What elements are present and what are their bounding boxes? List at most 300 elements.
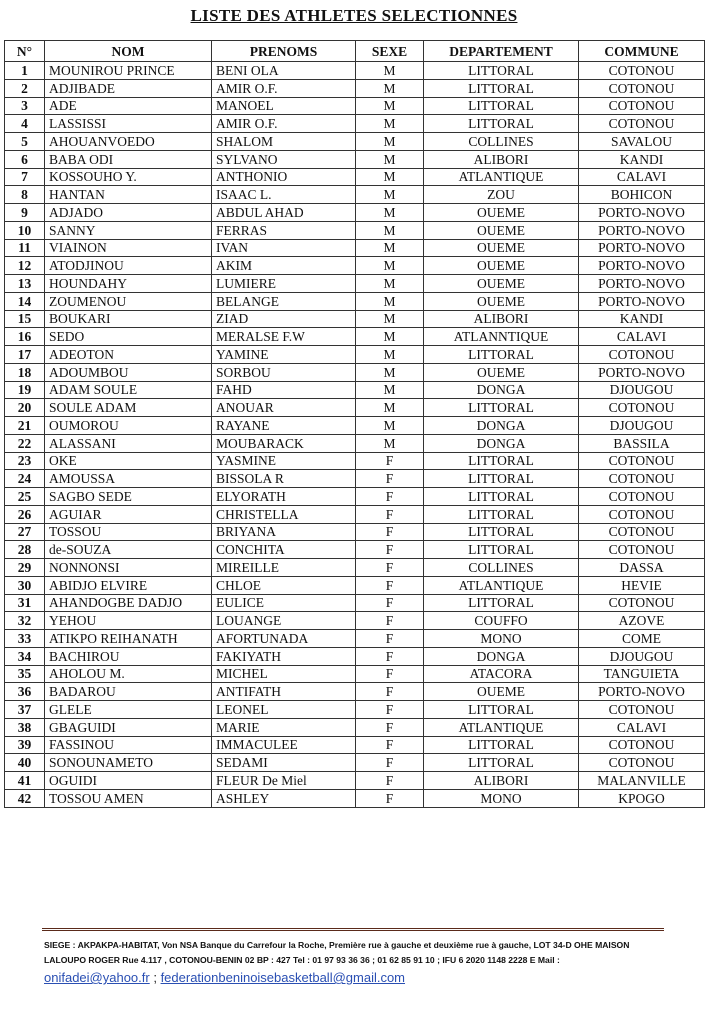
- cell-departement: LITTORAL: [424, 115, 579, 133]
- table-row: [5, 399, 705, 417]
- cell-nom: SANNY: [45, 221, 212, 239]
- cell-commune: COTONOU: [579, 97, 705, 115]
- cell-prenoms: MOUBARACK: [212, 434, 356, 452]
- cell-departement: DONGA: [424, 647, 579, 665]
- cell-commune: COTONOU: [579, 346, 705, 364]
- cell-number: 37: [5, 701, 45, 719]
- cell-number: 34: [5, 647, 45, 665]
- header-nom: NOM: [45, 41, 212, 62]
- cell-nom: ADAM SOULE: [45, 381, 212, 399]
- cell-nom: TOSSOU AMEN: [45, 789, 212, 807]
- cell-nom: OGUIDI: [45, 772, 212, 790]
- cell-prenoms: YAMINE: [212, 346, 356, 364]
- cell-sexe: F: [356, 630, 424, 648]
- cell-commune: COTONOU: [579, 701, 705, 719]
- cell-commune: AZOVE: [579, 612, 705, 630]
- cell-nom: BADAROU: [45, 683, 212, 701]
- cell-nom: ATODJINOU: [45, 257, 212, 275]
- cell-commune: TANGUIETA: [579, 665, 705, 683]
- cell-number: 16: [5, 328, 45, 346]
- cell-prenoms: SYLVANO: [212, 150, 356, 168]
- cell-number: 38: [5, 718, 45, 736]
- cell-number: 19: [5, 381, 45, 399]
- cell-nom: ALASSANI: [45, 434, 212, 452]
- cell-prenoms: CHRISTELLA: [212, 505, 356, 523]
- cell-prenoms: YASMINE: [212, 452, 356, 470]
- cell-number: 36: [5, 683, 45, 701]
- table-row: [5, 363, 705, 381]
- cell-prenoms: ABDUL AHAD: [212, 204, 356, 222]
- cell-departement: ATACORA: [424, 665, 579, 683]
- cell-sexe: M: [356, 275, 424, 293]
- cell-nom: AMOUSSA: [45, 470, 212, 488]
- cell-commune: COTONOU: [579, 505, 705, 523]
- cell-departement: LITTORAL: [424, 505, 579, 523]
- cell-number: 13: [5, 275, 45, 293]
- cell-sexe: F: [356, 559, 424, 577]
- table-row: [5, 97, 705, 115]
- cell-sexe: M: [356, 292, 424, 310]
- cell-departement: LITTORAL: [424, 452, 579, 470]
- cell-departement: LITTORAL: [424, 399, 579, 417]
- cell-commune: PORTO-NOVO: [579, 257, 705, 275]
- cell-sexe: F: [356, 647, 424, 665]
- cell-sexe: F: [356, 505, 424, 523]
- cell-departement: LITTORAL: [424, 523, 579, 541]
- cell-departement: DONGA: [424, 417, 579, 435]
- cell-prenoms: MARIE: [212, 718, 356, 736]
- cell-nom: ABIDJO ELVIRE: [45, 576, 212, 594]
- cell-number: 22: [5, 434, 45, 452]
- cell-nom: KOSSOUHO Y.: [45, 168, 212, 186]
- cell-sexe: M: [356, 239, 424, 257]
- table-row: [5, 346, 705, 364]
- cell-sexe: F: [356, 523, 424, 541]
- cell-nom: YEHOU: [45, 612, 212, 630]
- table-row: [5, 328, 705, 346]
- cell-commune: PORTO-NOVO: [579, 204, 705, 222]
- cell-departement: LITTORAL: [424, 754, 579, 772]
- cell-nom: BACHIROU: [45, 647, 212, 665]
- cell-prenoms: ZIAD: [212, 310, 356, 328]
- cell-sexe: F: [356, 718, 424, 736]
- cell-commune: DJOUGOU: [579, 381, 705, 399]
- cell-number: 39: [5, 736, 45, 754]
- cell-commune: COME: [579, 630, 705, 648]
- table-row: [5, 275, 705, 293]
- cell-sexe: F: [356, 470, 424, 488]
- cell-prenoms: SORBOU: [212, 363, 356, 381]
- table-row: [5, 505, 705, 523]
- table-row: [5, 186, 705, 204]
- cell-sexe: M: [356, 115, 424, 133]
- cell-commune: KPOGO: [579, 789, 705, 807]
- cell-commune: KANDI: [579, 150, 705, 168]
- cell-nom: OUMOROU: [45, 417, 212, 435]
- cell-sexe: F: [356, 701, 424, 719]
- table-row: [5, 204, 705, 222]
- cell-number: 3: [5, 97, 45, 115]
- cell-departement: LITTORAL: [424, 488, 579, 506]
- table-row: [5, 381, 705, 399]
- table-row: [5, 718, 705, 736]
- cell-departement: LITTORAL: [424, 79, 579, 97]
- cell-sexe: F: [356, 594, 424, 612]
- cell-sexe: F: [356, 736, 424, 754]
- table-row: [5, 736, 705, 754]
- cell-prenoms: MANOEL: [212, 97, 356, 115]
- cell-number: 10: [5, 221, 45, 239]
- cell-commune: COTONOU: [579, 754, 705, 772]
- cell-nom: ADOUMBOU: [45, 363, 212, 381]
- email-separator: ;: [149, 970, 161, 985]
- table-row: [5, 541, 705, 559]
- table-row: [5, 62, 705, 80]
- cell-nom: SAGBO SEDE: [45, 488, 212, 506]
- cell-departement: ALIBORI: [424, 772, 579, 790]
- cell-departement: OUEME: [424, 239, 579, 257]
- cell-departement: MONO: [424, 789, 579, 807]
- cell-commune: COTONOU: [579, 399, 705, 417]
- table-body: [5, 62, 705, 808]
- cell-number: 14: [5, 292, 45, 310]
- cell-commune: PORTO-NOVO: [579, 239, 705, 257]
- cell-sexe: M: [356, 363, 424, 381]
- cell-prenoms: FAKIYATH: [212, 647, 356, 665]
- cell-prenoms: ELYORATH: [212, 488, 356, 506]
- cell-number: 5: [5, 133, 45, 151]
- cell-departement: ALIBORI: [424, 150, 579, 168]
- cell-departement: OUEME: [424, 292, 579, 310]
- cell-commune: BASSILA: [579, 434, 705, 452]
- athletes-table: [4, 40, 705, 808]
- cell-prenoms: ISAAC L.: [212, 186, 356, 204]
- cell-sexe: M: [356, 381, 424, 399]
- table-row: [5, 257, 705, 275]
- cell-prenoms: BELANGE: [212, 292, 356, 310]
- cell-prenoms: BENI OLA: [212, 62, 356, 80]
- cell-sexe: M: [356, 97, 424, 115]
- header-departement: DEPARTEMENT: [424, 41, 579, 62]
- cell-prenoms: BRIYANA: [212, 523, 356, 541]
- cell-departement: OUEME: [424, 275, 579, 293]
- table-row: [5, 701, 705, 719]
- cell-sexe: F: [356, 683, 424, 701]
- cell-departement: MONO: [424, 630, 579, 648]
- cell-nom: AHOLOU M.: [45, 665, 212, 683]
- cell-sexe: M: [356, 150, 424, 168]
- cell-departement: OUEME: [424, 257, 579, 275]
- cell-nom: de-SOUZA: [45, 541, 212, 559]
- cell-sexe: F: [356, 541, 424, 559]
- cell-departement: LITTORAL: [424, 541, 579, 559]
- cell-nom: BABA ODI: [45, 150, 212, 168]
- cell-prenoms: ANTIFATH: [212, 683, 356, 701]
- table-row: [5, 79, 705, 97]
- cell-prenoms: MIREILLE: [212, 559, 356, 577]
- cell-number: 27: [5, 523, 45, 541]
- cell-number: 6: [5, 150, 45, 168]
- cell-departement: LITTORAL: [424, 62, 579, 80]
- cell-nom: GLELE: [45, 701, 212, 719]
- cell-number: 35: [5, 665, 45, 683]
- cell-departement: LITTORAL: [424, 736, 579, 754]
- cell-nom: TOSSOU: [45, 523, 212, 541]
- cell-number: 24: [5, 470, 45, 488]
- cell-sexe: F: [356, 754, 424, 772]
- cell-number: 40: [5, 754, 45, 772]
- cell-commune: BOHICON: [579, 186, 705, 204]
- cell-departement: LITTORAL: [424, 97, 579, 115]
- cell-commune: SAVALOU: [579, 133, 705, 151]
- table-row: [5, 647, 705, 665]
- table-row: [5, 434, 705, 452]
- cell-nom: OKE: [45, 452, 212, 470]
- table-row: [5, 239, 705, 257]
- cell-commune: CALAVI: [579, 328, 705, 346]
- cell-commune: COTONOU: [579, 594, 705, 612]
- table-row: [5, 168, 705, 186]
- cell-prenoms: BISSOLA R: [212, 470, 356, 488]
- cell-number: 25: [5, 488, 45, 506]
- cell-prenoms: FERRAS: [212, 221, 356, 239]
- cell-nom: AGUIAR: [45, 505, 212, 523]
- cell-sexe: M: [356, 186, 424, 204]
- table-row: [5, 488, 705, 506]
- cell-nom: MOUNIROU PRINCE: [45, 62, 212, 80]
- cell-commune: DJOUGOU: [579, 417, 705, 435]
- cell-commune: COTONOU: [579, 736, 705, 754]
- cell-sexe: M: [356, 346, 424, 364]
- cell-nom: ZOUMENOU: [45, 292, 212, 310]
- cell-nom: HOUNDAHY: [45, 275, 212, 293]
- header-prenoms: PRENOMS: [212, 41, 356, 62]
- cell-number: 9: [5, 204, 45, 222]
- table-row: [5, 594, 705, 612]
- cell-prenoms: ANTHONIO: [212, 168, 356, 186]
- cell-sexe: F: [356, 576, 424, 594]
- cell-departement: LITTORAL: [424, 701, 579, 719]
- cell-departement: LITTORAL: [424, 346, 579, 364]
- header-commune: COMMUNE: [579, 41, 705, 62]
- cell-nom: GBAGUIDI: [45, 718, 212, 736]
- cell-number: 17: [5, 346, 45, 364]
- cell-number: 2: [5, 79, 45, 97]
- table-row: [5, 630, 705, 648]
- cell-prenoms: ANOUAR: [212, 399, 356, 417]
- cell-prenoms: AMIR O.F.: [212, 115, 356, 133]
- cell-nom: ADEOTON: [45, 346, 212, 364]
- email-link-primary[interactable]: onifadei@yahoo.fr: [44, 970, 150, 985]
- table-row: [5, 150, 705, 168]
- table-row: [5, 576, 705, 594]
- cell-sexe: F: [356, 789, 424, 807]
- table-row: [5, 221, 705, 239]
- footer-divider: [42, 928, 664, 931]
- cell-sexe: M: [356, 257, 424, 275]
- cell-departement: ATLANNTIQUE: [424, 328, 579, 346]
- cell-number: 41: [5, 772, 45, 790]
- cell-commune: COTONOU: [579, 62, 705, 80]
- cell-commune: MALANVILLE: [579, 772, 705, 790]
- cell-nom: SOULE ADAM: [45, 399, 212, 417]
- cell-sexe: F: [356, 612, 424, 630]
- cell-sexe: M: [356, 168, 424, 186]
- cell-commune: COTONOU: [579, 452, 705, 470]
- cell-departement: OUEME: [424, 204, 579, 222]
- cell-number: 18: [5, 363, 45, 381]
- cell-prenoms: FLEUR De Miel: [212, 772, 356, 790]
- footer-contact: [44, 970, 674, 985]
- cell-nom: HANTAN: [45, 186, 212, 204]
- cell-nom: ADE: [45, 97, 212, 115]
- table-header-row: [5, 41, 705, 62]
- table-row: [5, 115, 705, 133]
- table-row: [5, 754, 705, 772]
- cell-prenoms: CHLOE: [212, 576, 356, 594]
- cell-commune: COTONOU: [579, 79, 705, 97]
- table-row: [5, 470, 705, 488]
- table-row: [5, 523, 705, 541]
- cell-prenoms: LUMIERE: [212, 275, 356, 293]
- cell-commune: PORTO-NOVO: [579, 275, 705, 293]
- cell-commune: HEVIE: [579, 576, 705, 594]
- cell-sexe: M: [356, 310, 424, 328]
- cell-commune: DASSA: [579, 559, 705, 577]
- cell-prenoms: SHALOM: [212, 133, 356, 151]
- cell-number: 12: [5, 257, 45, 275]
- footer-address-line1: SIEGE : AKPAKPA-HABITAT, Von NSA Banque du Carrefour la Roche, Première rue à gauche et deuxième rue à gauche, LOT 34-D OHE MAISON: [44, 940, 630, 950]
- cell-sexe: F: [356, 665, 424, 683]
- cell-sexe: M: [356, 328, 424, 346]
- table-row: [5, 292, 705, 310]
- cell-nom: AHOUANVOEDO: [45, 133, 212, 151]
- cell-prenoms: ASHLEY: [212, 789, 356, 807]
- table-row: [5, 772, 705, 790]
- cell-prenoms: SEDAMI: [212, 754, 356, 772]
- cell-number: 28: [5, 541, 45, 559]
- cell-prenoms: AFORTUNADA: [212, 630, 356, 648]
- cell-nom: ADJIBADE: [45, 79, 212, 97]
- cell-departement: OUEME: [424, 363, 579, 381]
- cell-sexe: M: [356, 79, 424, 97]
- cell-departement: LITTORAL: [424, 594, 579, 612]
- cell-commune: COTONOU: [579, 541, 705, 559]
- cell-nom: SEDO: [45, 328, 212, 346]
- cell-number: 26: [5, 505, 45, 523]
- cell-departement: ZOU: [424, 186, 579, 204]
- table-row: [5, 789, 705, 807]
- cell-nom: FASSINOU: [45, 736, 212, 754]
- cell-commune: DJOUGOU: [579, 647, 705, 665]
- cell-sexe: M: [356, 133, 424, 151]
- cell-departement: ATLANTIQUE: [424, 576, 579, 594]
- cell-number: 23: [5, 452, 45, 470]
- cell-number: 21: [5, 417, 45, 435]
- header-sexe: SEXE: [356, 41, 424, 62]
- cell-prenoms: CONCHITA: [212, 541, 356, 559]
- header-number: N°: [5, 41, 45, 62]
- cell-sexe: M: [356, 417, 424, 435]
- cell-nom: BOUKARI: [45, 310, 212, 328]
- cell-commune: COTONOU: [579, 488, 705, 506]
- table-row: [5, 310, 705, 328]
- cell-number: 4: [5, 115, 45, 133]
- cell-number: 8: [5, 186, 45, 204]
- table-row: [5, 417, 705, 435]
- table-row: [5, 612, 705, 630]
- cell-number: 15: [5, 310, 45, 328]
- cell-departement: ATLANTIQUE: [424, 168, 579, 186]
- cell-nom: SONOUNAMETO: [45, 754, 212, 772]
- cell-departement: ATLANTIQUE: [424, 718, 579, 736]
- email-link-federation[interactable]: federationbeninoisebasketball@gmail.com: [160, 970, 406, 985]
- cell-prenoms: MICHEL: [212, 665, 356, 683]
- cell-nom: VIAINON: [45, 239, 212, 257]
- cell-number: 30: [5, 576, 45, 594]
- cell-number: 29: [5, 559, 45, 577]
- cell-prenoms: FAHD: [212, 381, 356, 399]
- table-row: [5, 683, 705, 701]
- cell-nom: NONNONSI: [45, 559, 212, 577]
- cell-number: 20: [5, 399, 45, 417]
- table-row: [5, 559, 705, 577]
- cell-commune: KANDI: [579, 310, 705, 328]
- cell-commune: PORTO-NOVO: [579, 683, 705, 701]
- cell-prenoms: RAYANE: [212, 417, 356, 435]
- cell-prenoms: IVAN: [212, 239, 356, 257]
- cell-departement: LITTORAL: [424, 470, 579, 488]
- cell-number: 31: [5, 594, 45, 612]
- cell-prenoms: EULICE: [212, 594, 356, 612]
- cell-prenoms: IMMACULEE: [212, 736, 356, 754]
- footer-address-line2: LALOUPO ROGER Rue 4.117 , COTONOU-BENIN 02 BP : 427 Tel : 01 97 93 36 36 ; 01 62 85 91 10 ; IFU 6 2020 1148 2228 E Mail :: [44, 955, 560, 965]
- cell-sexe: M: [356, 204, 424, 222]
- cell-prenoms: LEONEL: [212, 701, 356, 719]
- cell-departement: COLLINES: [424, 133, 579, 151]
- table-row: [5, 452, 705, 470]
- cell-sexe: F: [356, 488, 424, 506]
- cell-sexe: M: [356, 434, 424, 452]
- cell-departement: OUEME: [424, 683, 579, 701]
- cell-prenoms: MERALSE F.W: [212, 328, 356, 346]
- cell-commune: COTONOU: [579, 115, 705, 133]
- cell-number: 42: [5, 789, 45, 807]
- cell-number: 32: [5, 612, 45, 630]
- cell-departement: OUEME: [424, 221, 579, 239]
- cell-departement: DONGA: [424, 381, 579, 399]
- cell-commune: COTONOU: [579, 470, 705, 488]
- cell-prenoms: LOUANGE: [212, 612, 356, 630]
- document-title: LISTE DES ATHLETES SELECTIONNES: [190, 6, 518, 25]
- cell-number: 11: [5, 239, 45, 257]
- cell-number: 7: [5, 168, 45, 186]
- cell-sexe: F: [356, 452, 424, 470]
- cell-prenoms: AKIM: [212, 257, 356, 275]
- cell-nom: ADJADO: [45, 204, 212, 222]
- cell-nom: LASSISSI: [45, 115, 212, 133]
- cell-commune: PORTO-NOVO: [579, 292, 705, 310]
- table-row: [5, 133, 705, 151]
- cell-sexe: F: [356, 772, 424, 790]
- cell-commune: PORTO-NOVO: [579, 363, 705, 381]
- cell-number: 33: [5, 630, 45, 648]
- cell-commune: COTONOU: [579, 523, 705, 541]
- cell-departement: ALIBORI: [424, 310, 579, 328]
- cell-nom: AHANDOGBE DADJO: [45, 594, 212, 612]
- cell-departement: COLLINES: [424, 559, 579, 577]
- cell-sexe: M: [356, 62, 424, 80]
